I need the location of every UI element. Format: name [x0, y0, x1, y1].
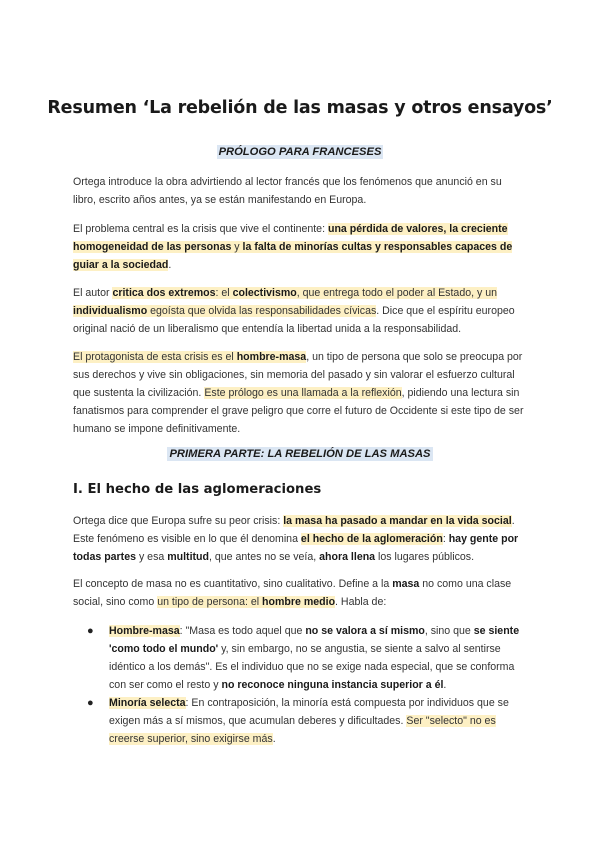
bullet-dot: ●	[87, 625, 94, 637]
subheading-aglomeraciones: I. El hecho de las aglomeraciones	[73, 482, 322, 497]
section-heading-prologo	[73, 146, 527, 158]
paragraph-crisis-europa: Ortega dice que Europa sufre su peor crisis: la masa ha pasado a mandar en la vida social. Este fenómeno es visible en lo que él denomina el hecho de la aglomeración: hay gente por todas partes y esa multitud, que antes no se veía, ahora llena los lugares públicos.	[73, 515, 519, 563]
section-heading-label: PRIMERA PARTE: LA REBELIÓN DE LAS MASAS	[169, 448, 431, 460]
paragraph-intro: Ortega introduce la obra advirtiendo al lector francés que los fenómenos que anunció en su libro, escrito años antes, ya se están manifestando en Europa.	[73, 176, 502, 206]
document-title: Resumen ‘La rebelión de las masas y otros ensayos’	[47, 98, 553, 118]
section-heading-label: PRÓLOGO PARA FRANCESES	[218, 146, 382, 158]
paragraph-extremos: El autor critica dos extremos: el colectivismo, que entrega todo el poder al Estado, y un individualismo egoísta que olvida las responsabilidades cívicas. Dice que el espíritu europeo original nació de un liberalismo que entendía la libertad unida a la responsabilidad.	[73, 287, 515, 335]
definitions-list	[73, 622, 527, 748]
paragraph-concepto-masa: El concepto de masa no es cuantitativo, sino cualitativo. Define a la masa no como una clase social, sino como un tipo de persona: el hombre medio. Habla de:	[73, 578, 512, 608]
list-item-hombre-masa: ● Hombre-masa: "Masa es todo aquel que no se valora a sí mismo, sino que se siente 'como todo el mundo' y, sin embargo, no se angustia, se siente a salvo al sentirse idéntico a los demás". Es el individuo que no se exige nada especial, que se conforma con ser como el resto y no reconoce ninguna instancia superior a él.	[73, 622, 527, 694]
section-heading-primera-parte	[73, 448, 527, 460]
list-item-minoria-selecta: ● Minoría selecta: En contraposición, la minoría está compuesta por individuos que se exigen más a sí mismos, que acumulan deberes y dificultades. Ser "selecto" no es creerse superior, sino exigirse más.	[73, 694, 527, 748]
paragraph-protagonista: El protagonista de esta crisis es el hombre-masa, un tipo de persona que solo se preocupa por sus derechos y vive sin obligaciones, sin memoria del pasado y sin valorar el esfuerzo cultural que sustenta la civilización. Este prólogo es una llamada a la reflexión, pidiendo una lectura sin fanatismos para comprender el grave peligro que corre el futuro de Occidente si este tipo de ser humano se impone definitivamente.	[73, 351, 524, 435]
bullet-dot: ●	[87, 697, 94, 709]
paragraph-problema: El problema central es la crisis que vive el continente: una pérdida de valores, la creciente homogeneidad de las personas y la falta de minorías cultas y responsables capaces de guiar a la sociedad.	[73, 223, 513, 271]
